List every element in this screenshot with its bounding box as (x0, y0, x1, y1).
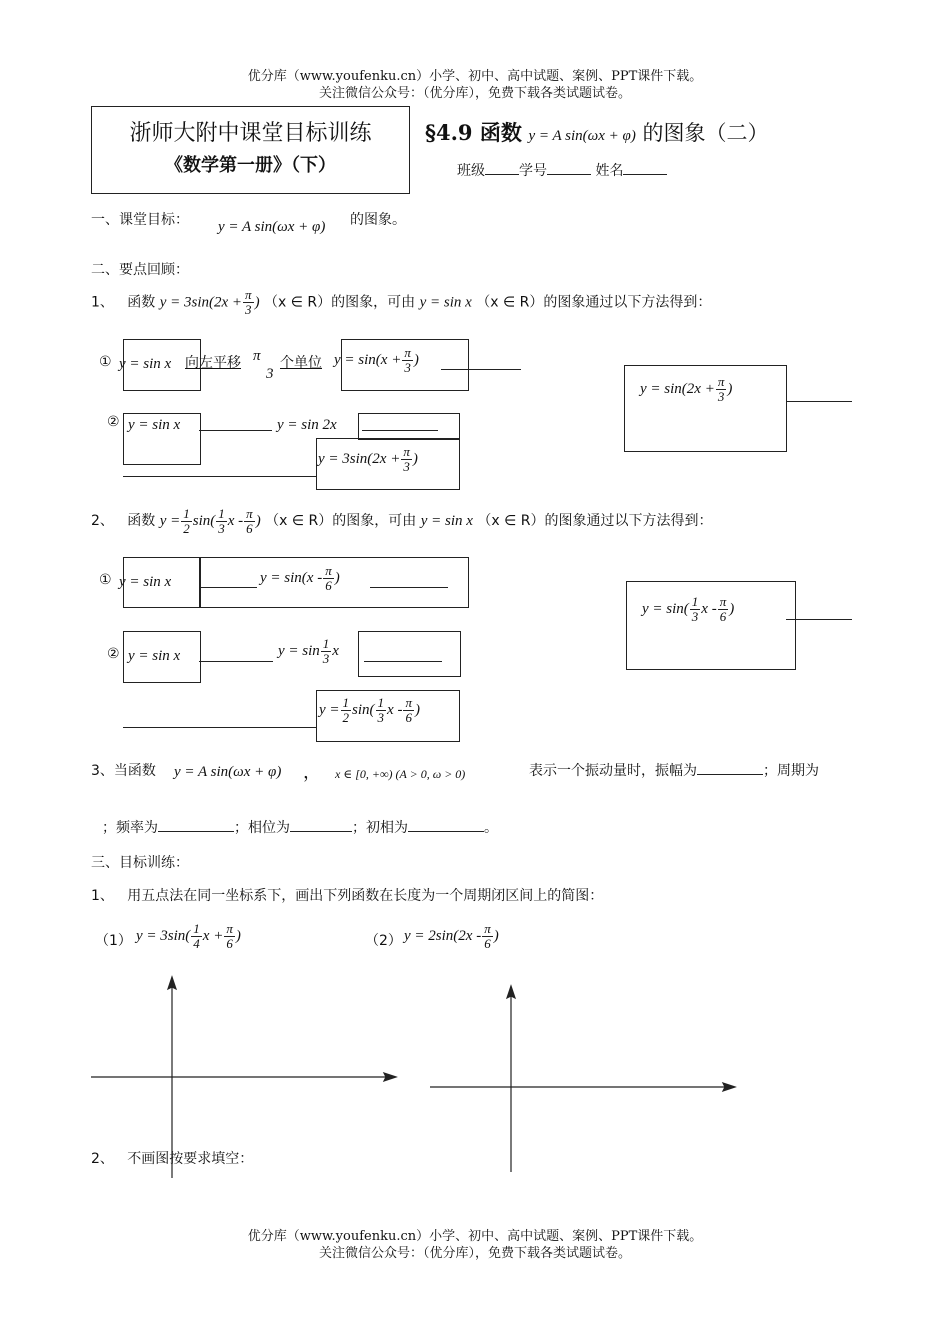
q1-m2-start: y = sin x (128, 417, 181, 433)
q2-domain: （x ∈ R）的图象，可由 (265, 512, 417, 529)
q2-num: 2、 (91, 512, 114, 529)
q1-m1-start: y = sin x (119, 356, 172, 372)
q1-tail: 的图象通过以下方法得到： (543, 294, 712, 311)
header-line-2: 关注微信公众号：（优分库），免费下载各类试题试卷。 (318, 86, 631, 101)
lesson-prefix: §4.9 函数 (425, 120, 522, 145)
t1-statement: 1、 用五点法在同一坐标系下，画出下列函数在长度为一个周期闭区间上的简图： (91, 888, 604, 904)
q3-line2: ；频率为 ；相位为 ；初相为 。 (102, 817, 498, 837)
q2-base-domain: （x ∈ R） (477, 512, 545, 529)
q1-m2-end: y = 3sin(2x + $\frac{\pi}{3}$ ) (318, 444, 418, 474)
section1-suffix: 的图象。 (350, 212, 406, 228)
section1-formula: y = A sin(ωx + φ) (218, 219, 326, 235)
q2-m2-marker: ② (107, 646, 120, 662)
q2-m1-mid: y = sin(x - $\frac{\pi}{6}$ ) (260, 563, 340, 593)
t1-p2-formula: y = 2sin(2x - $\frac{\pi}{6}$ ) (404, 921, 499, 951)
q1-m2-marker: ② (107, 414, 120, 430)
q1-m1-shift: 向左平移 (185, 355, 241, 371)
name-label: 姓名 (595, 163, 624, 179)
q1-m1-den: 3 (266, 366, 274, 382)
section1-label: 一、课堂目标： (91, 212, 189, 228)
q2-word: 函数 (127, 512, 156, 529)
q3-formula: y = A sin(ωx + φ) (174, 764, 282, 780)
q1-m1-unit: 个单位 (280, 355, 322, 371)
q3-line1: 表示一个振动量时，振幅为 ；周期为 (529, 760, 819, 780)
section3-label: 三、目标训练： (91, 855, 189, 871)
q1-m1-result: y = sin(x + $\frac{\pi}{3}$ ) (334, 345, 419, 375)
q3-comma: ， (303, 762, 321, 783)
axes-2 (430, 986, 735, 1172)
q2-base: y = sin x (420, 512, 473, 529)
q2-right-formula: y = sin( $\frac{1}{3}$ x - $\frac{\pi}{6}$ ) (642, 594, 735, 624)
q1-m2-mid: y = sin 2x (277, 417, 337, 433)
q2-m2-end: y = $\frac{1}{2}$ sin( $\frac{1}{3}$ x - $\frac{\pi}{6}$ ) (319, 695, 420, 725)
title-line-1: 浙师大附中课堂目标训练 (129, 121, 372, 146)
q1-m1-pi: π (253, 348, 261, 364)
q1-m1-marker: ① (99, 354, 112, 370)
lesson-formula: y = A sin(ωx + φ) (528, 128, 636, 144)
q1-word: 函数 (127, 294, 156, 311)
q3-cond: x ∈ [0, +∞) (A > 0, ω > 0) (335, 767, 466, 781)
title-line-2: 《数学第一册》（下） (165, 155, 336, 176)
q1-right-formula: y = sin(2x + $\frac{\pi}{3}$ ) (640, 374, 733, 404)
id-label: 学号 (519, 163, 547, 179)
q1-base-domain: （x ∈ R） (476, 294, 544, 311)
t1-p1-formula: y = 3sin( $\frac{1}{4}$ x + $\frac{\pi}{6}$ ) (136, 921, 241, 951)
lesson-suffix: 的图象（二） (642, 121, 769, 145)
class-label: 班级 (457, 163, 485, 179)
footer-line-1: 优分库（www.youfenku.cn）小学、初中、高中试题、案例、PPT课件下载。 (247, 1229, 703, 1244)
q1-domain: （x ∈ R）的图象，可由 (264, 294, 416, 311)
section2-label: 二、要点回顾： (91, 262, 189, 278)
q2-formula: y = $\frac{1}{2}$ sin( $\frac{1}{3}$ x - $\frac{\pi}{6}$ ) (159, 506, 261, 536)
t1-p2-label: （2） (365, 933, 402, 949)
q1-base: y = sin x (419, 294, 472, 311)
q2-m1-start: y = sin x (119, 574, 172, 590)
footer-line-2: 关注微信公众号：（优分库），免费下载各类试题试卷。 (318, 1246, 631, 1261)
q1-formula-left: y = 3sin(2x + (159, 294, 243, 311)
q2-m2-mid: y = sin $\frac{1}{3}$ x (278, 636, 339, 666)
q2-m1-marker: ① (99, 572, 112, 588)
header-line-1: 优分库（www.youfenku.cn）小学、初中、高中试题、案例、PPT课件下载。 (247, 69, 703, 84)
q2-m2-start: y = sin x (128, 648, 181, 664)
q1-formula-frac: $\frac{\pi}{3}$ (245, 287, 252, 317)
t1-p1-label: （1） (95, 933, 132, 949)
q1-num: 1、 (91, 294, 114, 311)
q1-statement: 1、 函数 y = 3sin(2x + $\frac{\pi}{3}$ ) （x ∈ R）的图象，可由 y = sin x （x ∈ R）的图象通过以下方法得到： (91, 287, 712, 317)
t2-statement: 2、 不画图按要求填空： (91, 1151, 254, 1167)
q2-tail: 的图象通过以下方法得到： (544, 512, 713, 529)
q3-prefix: 3、当函数 (91, 763, 156, 779)
